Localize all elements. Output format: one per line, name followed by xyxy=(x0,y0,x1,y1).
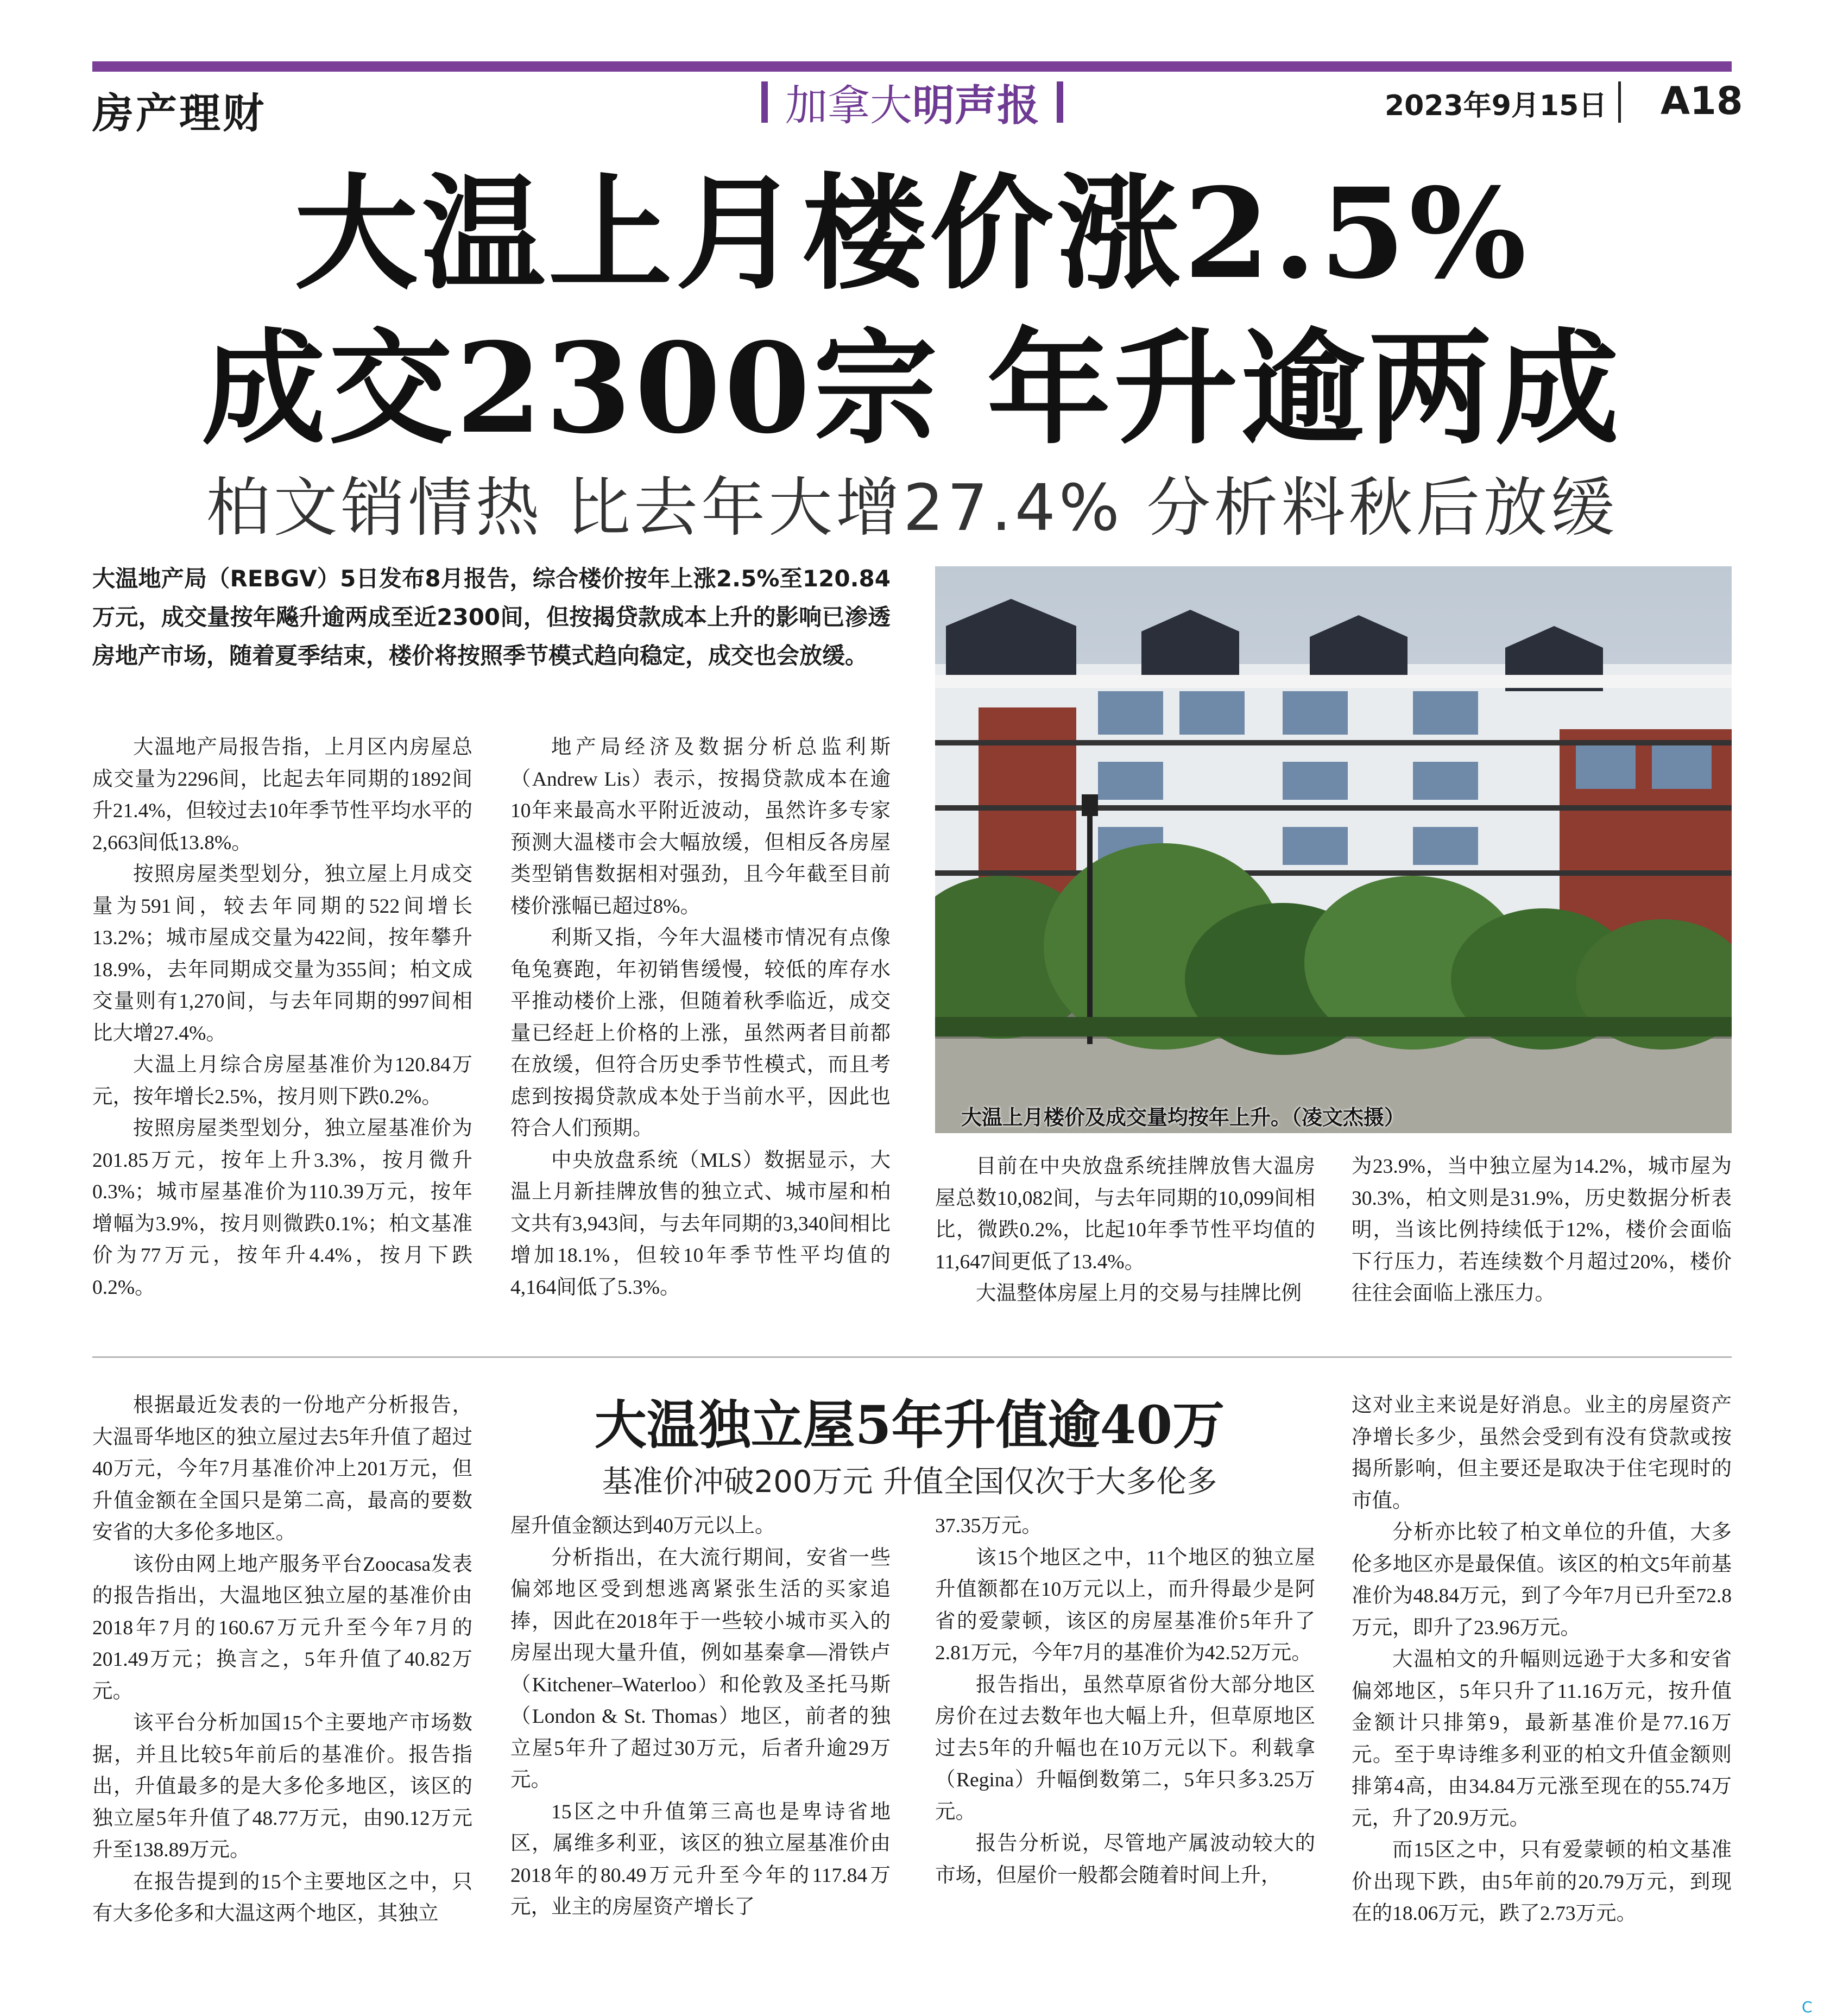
masthead-name-b: 明声报 xyxy=(912,81,1040,130)
paragraph: 中央放盘系统（MLS）数据显示，大温上月新挂牌放售的独立式、城市屋和柏文共有3,943间，与去年同期的3,340间相比增加18.1%，但较10年季节性平均值的4,164间低了5.3%。 xyxy=(510,1149,891,1299)
story1-column-3 xyxy=(935,1151,1315,1310)
paragraph-continued: 为23.9%，当中独立屋为14.2%，城市屋为30.3%，柏文则是31.9%，历史数据分析表明，当该比例持续低于12%，楼价会面临下行压力，若连续数个月超过20%，楼价往往会面临上涨压力。 xyxy=(1352,1155,1732,1305)
story1-column-2 xyxy=(510,732,891,1304)
page-number: A18 xyxy=(1661,79,1743,123)
issue-date: 2023年9月15日 xyxy=(1385,90,1607,122)
date-separator xyxy=(1618,81,1621,123)
headline-line-1: 大温上月楼价涨2.5% xyxy=(294,161,1530,306)
corner-mark: C xyxy=(1802,1998,1813,2016)
story1-column-1 xyxy=(92,732,472,1304)
paragraph: 15区之中升值第三高也是卑诗省地区，属维多利亚，该区的独立屋基准价由2018年的80.49万元升至今年的117.84万元，业主的房屋资产增长了 xyxy=(510,1800,891,1918)
paragraph: 该15个地区之中，11个地区的独立屋升值额都在10万元以上，而升得最少是阿省的爱蒙顿，该区的房屋基准价5年升了2.81万元，今年7月的基准价为42.52万元。 xyxy=(935,1546,1315,1664)
story2-column-2 xyxy=(510,1511,891,1924)
paragraph: 报告指出，虽然草原省份大部分地区房价在过去数年也大幅上升，但草原地区过去5年的升幅也在10万元以下。利载拿（Regina）升幅倒数第二，5年只多3.25万元。 xyxy=(935,1673,1315,1823)
story1-column-4 xyxy=(1352,1151,1732,1310)
paragraph: 大温柏文的升幅则远逊于大多和安省偏郊地区，5年只升了11.16万元，按升值金额计只排第9，最新基准价是77.16万元。至于卑诗维多利亚的柏文升值金额则排第4高，由34.84万元涨至现在的55.74万元，升了20.9万元。 xyxy=(1352,1648,1732,1830)
paragraph: 报告分析说，尽管地产属波动较大的市场，但屋价一般都会随着时间上升， xyxy=(935,1832,1315,1887)
story2-subheadline: 基准价冲破200万元 升值全国仅次于大多伦多 xyxy=(602,1464,1217,1500)
paragraph: 利斯又指，今年大温楼市情况有点像龟兔赛跑，年初销售缓慢，较低的库存水平推动楼价上涨，但随着秋季临近，成交量已经赶上价格的上涨，虽然两者目前都在放缓，但符合历史季节性模式，而且考虑到按揭贷款成本处于当前水平，因此也符合人们预期。 xyxy=(510,927,891,1140)
subheadline: 柏文销情热 比去年大增27.4% 分析料秋后放缓 xyxy=(206,470,1618,545)
paragraph: 在报告提到的15个主要地区之中，只有大多伦多和大温这两个地区，其独立 xyxy=(92,1870,472,1925)
paragraph: 大温上月综合房屋基准价为120.84万元，按年增长2.5%，按月则下跌0.2%。 xyxy=(92,1054,472,1108)
paragraph: 分析指出，在大流行期间，安省一些偏郊地区受到想逃离紧张生活的买家追捧，因此在2018年于一些较小城市买入的房屋出现大量升值，例如基秦拿—滑铁卢（Kitchener–Waterloo）和伦敦及圣托马斯（London & St. Thomas）地区，前者的独立屋5年升了超过30万元，后者升逾29万元。 xyxy=(510,1546,891,1791)
paragraph: 根据最近发表的一份地产分析报告，大温哥华地区的独立屋过去5年升值了超过40万元，今年7月基准价冲上201万元，但升值金额在全国只是第二高，最高的要数安省的大多伦多地区。 xyxy=(92,1394,472,1544)
paragraph: 按照房屋类型划分，独立屋基准价为201.85万元，按年上升3.3%，按月微升0.3%；城市屋基准价为110.39万元，按年增幅为3.9%，按月则微跌0.1%；柏文基准价为77万元，按年升4.4%，按月下跌0.2%。 xyxy=(92,1117,472,1299)
paragraph: 目前在中央放盘系统挂牌放售大温房屋总数10,082间，与去年同期的10,099间相比，微跌0.2%，比起10年季节性平均值的11,647间更低了13.4%。 xyxy=(935,1155,1315,1273)
masthead-name-a: 加拿大 xyxy=(785,81,912,130)
headline-line-2: 成交2300宗 年升逾两成 xyxy=(201,315,1623,461)
story2-column-1 xyxy=(92,1390,472,1930)
section-title: 房产理财 xyxy=(92,89,266,137)
photo-caption: 大温上月楼价及成交量均按年上升。（凌文杰摄） xyxy=(961,1105,1405,1129)
paragraph-continued: 这对业主来说是好消息。业主的房屋资产净增长多少，虽然会受到有没有贷款或按揭所影响，但主要还是取决于住宅现时的市值。 xyxy=(1352,1394,1732,1512)
story2-column-3 xyxy=(935,1511,1315,1892)
paragraph: 大温整体房屋上月的交易与挂牌比例 xyxy=(976,1282,1302,1305)
paragraph: 按照房屋类型划分，独立屋上月成交量为591间，较去年同期的522间增长13.2%；城市屋成交量为422间，按年攀升18.9%，去年同期成交量为355间；柏文成交量则有1,270间，与去年同期的997间相比大增27.4%。 xyxy=(92,863,472,1045)
paragraph: 而15区之中，只有爱蒙顿的柏文基准价出现下跌，由5年前的20.79万元，到现在的18.06万元，跌了2.73万元。 xyxy=(1352,1839,1732,1925)
paragraph: 分析亦比较了柏文单位的升值，大多伦多地区亦是最保值。该区的柏文5年前基准价为48.84万元，到了今年7月已升至72.8万元，即升了23.96万元。 xyxy=(1352,1521,1732,1639)
paragraph-continued: 37.35万元。 xyxy=(935,1515,1042,1537)
apartment-building-photo xyxy=(935,566,1732,1133)
lead-paragraph: 大温地产局（REBGV）5日发布8月报告，综合楼价按年上涨2.5%至120.84万元，成交量按年飚升逾两成至近2300间，但按揭贷款成本上升的影响已渗透房地产市场，随着夏季结束，楼价将按照季节模式趋向稳定，成交也会放缓。 xyxy=(92,565,891,669)
paragraph: 该份由网上地产服务平台Zoocasa发表的报告指出，大温地区独立屋的基准价由2018年7月的160.67万元升至今年7月的201.49万元；换言之，5年升值了40.82万元。 xyxy=(92,1553,472,1703)
paragraph: 大温地产局报告指，上月区内房屋总成交量为2296间，比起去年同期的1892间升21.4%，但较过去10年季节性平均水平的2,663间低13.8%。 xyxy=(92,736,472,854)
paragraph-continued: 屋升值金额达到40万元以上。 xyxy=(510,1515,775,1537)
top-color-bar xyxy=(92,61,1732,72)
paragraph: 该平台分析加国15个主要地产市场数据，并且比较5年前后的基准价。报告指出，升值最多的是大多伦多地区，该区的独立屋5年升值了48.77万元，由90.12万元升至138.89万元。 xyxy=(92,1712,472,1861)
masthead-bar-right xyxy=(1057,81,1063,123)
masthead-bar-left xyxy=(761,81,768,123)
masthead xyxy=(739,76,1086,128)
story2-column-4 xyxy=(1352,1390,1732,1930)
story-divider xyxy=(92,1356,1732,1358)
paragraph: 地产局经济及数据分析总监利斯（Andrew Lis）表示，按揭贷款成本在逾10年来最高水平附近波动，虽然许多专家预测大温楼市会大幅放缓，但相反各房屋类型销售数据相对强劲，且今年截至目前楼价涨幅已超过8%。 xyxy=(510,736,891,918)
story2-headline: 大温独立屋5年升值逾40万 xyxy=(594,1394,1225,1456)
photo-illustration xyxy=(935,566,1732,1133)
